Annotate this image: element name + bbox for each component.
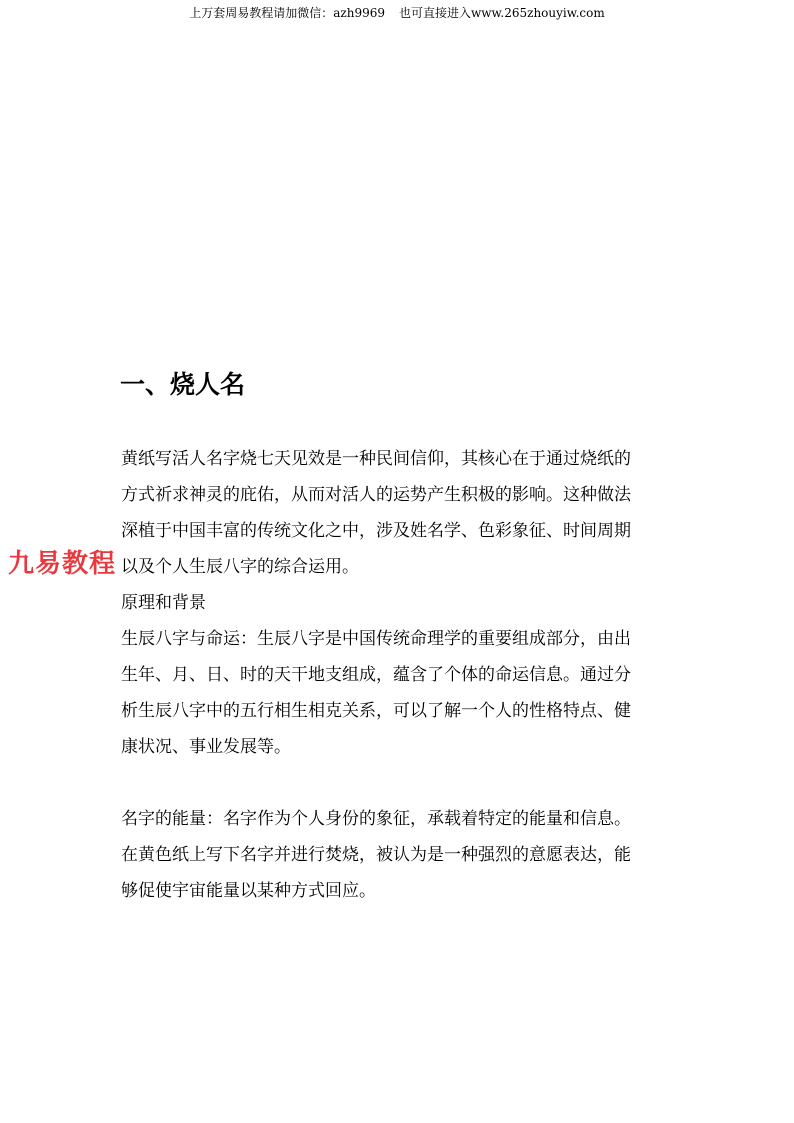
header-note	[0, 5, 794, 21]
bazi-line: 析生辰八字中的五行相生相克关系，可以了解一个人的性格特点、健	[121, 701, 631, 721]
paragraph-spacer	[121, 765, 681, 801]
subheading-text: 原理和背景	[121, 593, 206, 613]
bazi-line: 生辰八字与命运：生辰八字是中国传统命理学的重要组成部分，由出	[121, 629, 631, 649]
bazi-line: 康状况、事业发展等。	[121, 737, 291, 757]
header-wechat-text: 上万套周易教程请加微信：azh9969	[189, 6, 386, 20]
name-energy-paragraph	[121, 801, 681, 909]
subheading	[121, 585, 681, 621]
intro-line: 深植于中国丰富的传统文化之中，涉及姓名学、色彩象征、时间周期	[121, 521, 631, 541]
bazi-paragraph	[121, 621, 681, 765]
name-energy-line: 名字的能量：名字作为个人身份的象征，承载着特定的能量和信息。	[121, 809, 631, 829]
name-energy-line: 在黄色纸上写下名字并进行焚烧，被认为是一种强烈的意愿表达，能	[121, 845, 631, 865]
name-energy-line: 够促使宇宙能量以某种方式回应。	[121, 881, 376, 901]
intro-line: 黄纸写活人名字烧七天见效是一种民间信仰，其核心在于通过烧纸的	[121, 449, 631, 469]
intro-line: 以及个人生辰八字的综合运用。	[121, 557, 359, 577]
bazi-line: 生年、月、日、时的天干地支组成，蕴含了个体的命运信息。通过分	[121, 665, 631, 685]
intro-paragraph	[121, 441, 681, 585]
section-title: 一、烧人名	[120, 370, 246, 399]
intro-line: 方式祈求神灵的庇佑，从而对活人的运势产生积极的影响。这种做法	[121, 485, 631, 505]
watermark-logo-text: 九易教程	[8, 549, 117, 579]
document-body	[121, 441, 681, 909]
header-website-text: 也可直接进入www.265zhouyiw.com	[399, 6, 605, 20]
